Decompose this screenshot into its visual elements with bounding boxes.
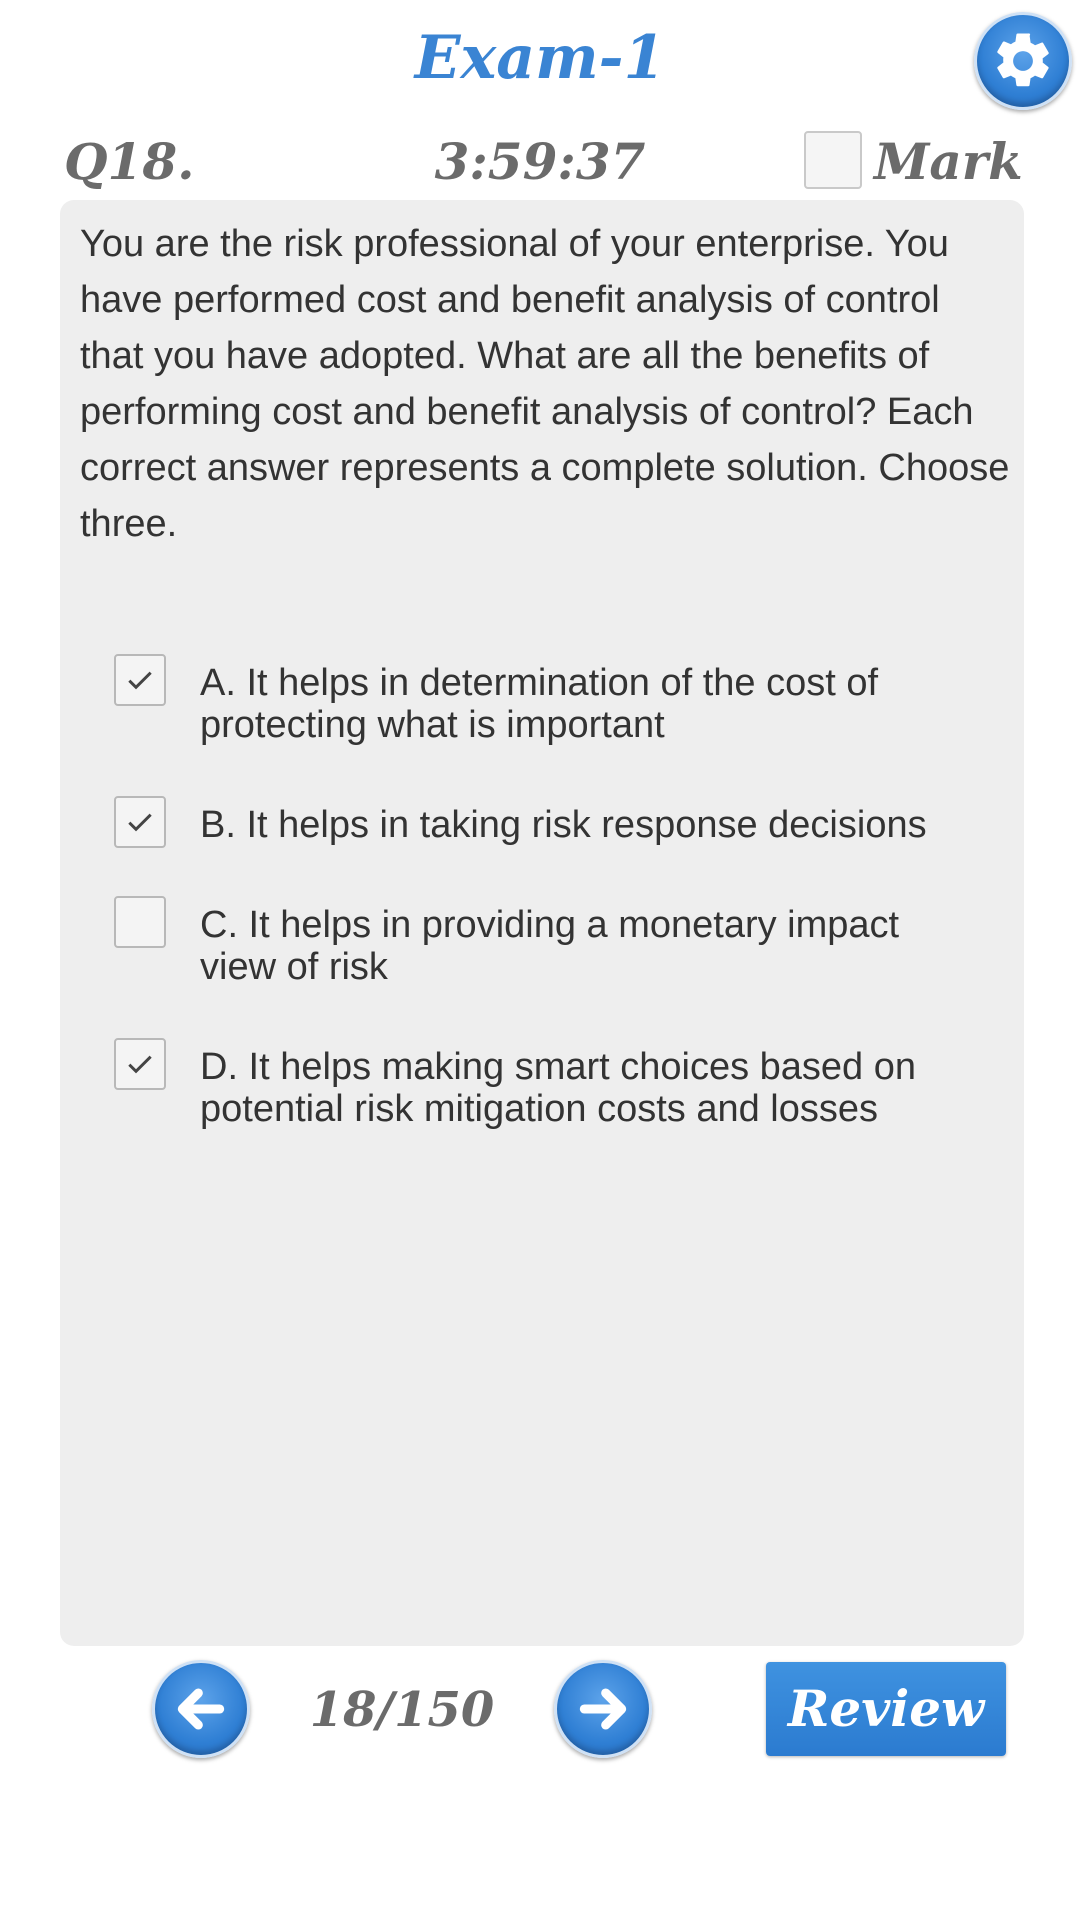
exam-title: Exam-1: [414, 23, 666, 93]
next-question-button[interactable]: [554, 1660, 652, 1758]
question-panel: [60, 200, 1024, 1646]
answer-option-b[interactable]: [114, 794, 974, 848]
answer-option-a[interactable]: [114, 652, 974, 746]
question-text: You are the risk professional of your enterprise. You have performed cost and benefit analysis of control that you have adopted. What are all the benefits of performing cost and benefit analysis of control? Each correct answer represents a complete solution. Choose three.: [80, 223, 1010, 545]
option-d-checkbox[interactable]: [114, 1038, 166, 1090]
arrow-right-icon: [571, 1677, 635, 1741]
check-icon: [124, 806, 156, 838]
answer-option-c[interactable]: [114, 894, 974, 988]
option-c-label[interactable]: C. It helps in providing a monetary impact view of risk: [200, 904, 900, 988]
question-number: Q18.: [64, 132, 195, 191]
option-a-label[interactable]: A. It helps in determination of the cost of protecting what is important: [200, 662, 879, 746]
mark-checkbox[interactable]: [804, 131, 862, 189]
check-icon: [124, 1048, 156, 1080]
mark-label[interactable]: Mark: [874, 132, 1023, 191]
arrow-left-icon: [169, 1677, 233, 1741]
settings-button[interactable]: [974, 12, 1072, 110]
option-b-checkbox[interactable]: [114, 796, 166, 848]
option-c-checkbox[interactable]: [114, 896, 166, 948]
answer-option-d[interactable]: [114, 1036, 974, 1130]
review-button[interactable]: Review: [766, 1662, 1006, 1756]
gear-icon: [990, 28, 1056, 94]
option-a-checkbox[interactable]: [114, 654, 166, 706]
exam-timer: 3:59:37: [434, 132, 646, 191]
option-d-label[interactable]: D. It helps making smart choices based on potential risk mitigation costs and losses: [200, 1046, 917, 1130]
previous-question-button[interactable]: [152, 1660, 250, 1758]
check-icon: [124, 664, 156, 696]
option-b-label[interactable]: B. It helps in taking risk response decisions: [200, 804, 927, 846]
question-counter: 18/150: [309, 1682, 495, 1738]
